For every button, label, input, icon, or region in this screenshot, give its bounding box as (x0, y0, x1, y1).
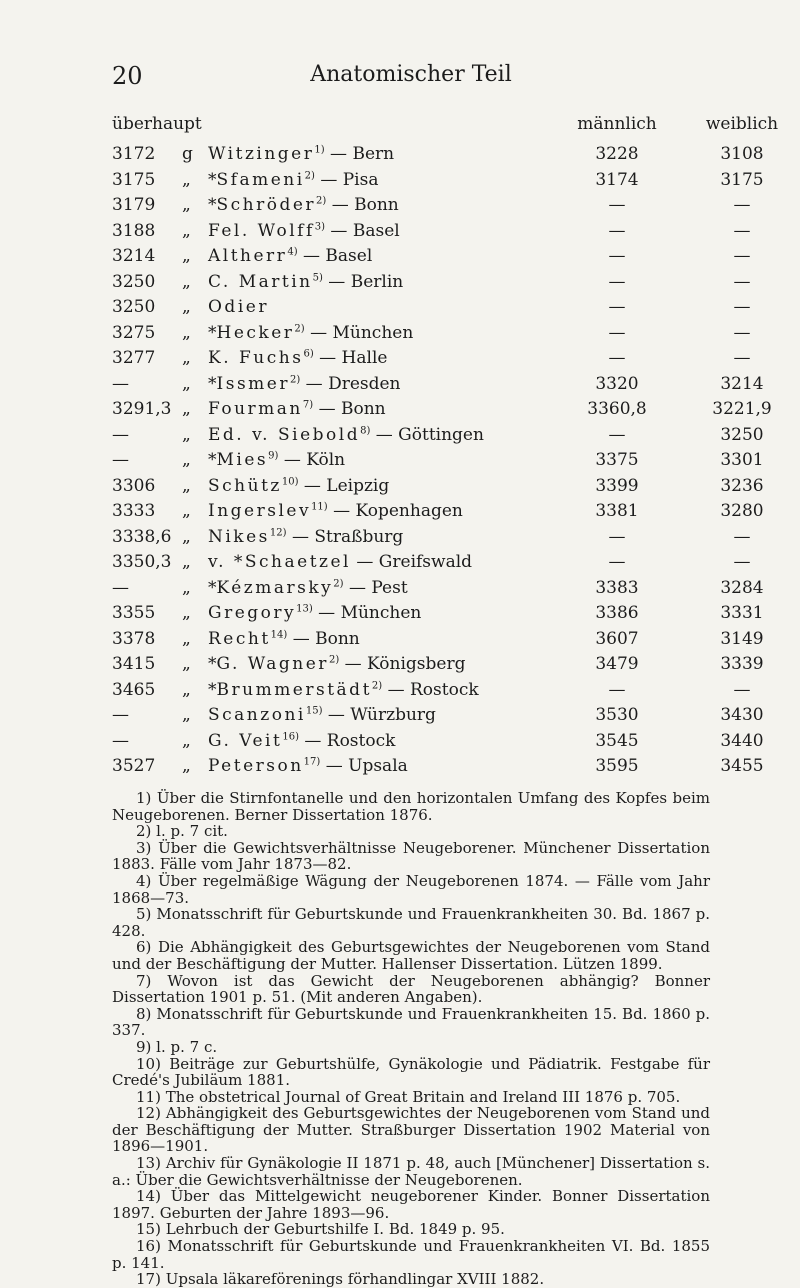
author-name: G. Veit (208, 730, 283, 751)
unit-mark: „ (182, 577, 191, 598)
city-name: — Straßburg (286, 526, 404, 547)
unit-mark: „ (182, 730, 191, 751)
author-name: Nikes (208, 526, 270, 547)
page-number: 20 (112, 62, 143, 90)
city-name: — Würzburg (322, 705, 436, 725)
footnote-ref: 9) (268, 450, 279, 462)
footnote-ref: 14) (270, 628, 288, 640)
footnote-ref: 11) (311, 501, 328, 513)
author-name: Altherr (208, 246, 288, 266)
male-weight: 3607 (595, 628, 639, 649)
male-weight: — (608, 297, 626, 317)
author-entry (208, 550, 472, 576)
overall-weight: 3415 (112, 654, 156, 674)
table-header (112, 114, 779, 142)
female-weight: — (733, 297, 751, 317)
male-weight: — (608, 271, 626, 292)
footnote: 6) Die Abhängigkeit des Geburtsgewichtes der Neugeborenen vom Stand und der Beschäftigung der Mutter. Hallenser Dissertation. Lützen 1899. (112, 938, 710, 973)
footnote: 1) Über die Stirnfontanelle und den horizontalen Umfang des Kopfes beim Neugeborenen. Berner Dissertation 1876. (112, 789, 710, 824)
overall-weight: 3275 (112, 322, 156, 343)
unit-mark: „ (182, 654, 191, 674)
unit-mark: „ (182, 679, 191, 700)
female-weight: — (733, 322, 751, 343)
footnote-ref: 6) (303, 348, 314, 360)
footnote-ref: 2) (328, 654, 340, 666)
city-name: — Rostock (382, 679, 479, 700)
footnote-ref: 17) (303, 756, 321, 768)
unit-mark: „ (182, 628, 191, 649)
footnote-ref-number: 3 (314, 220, 322, 232)
overall-weight: 3188 (112, 220, 156, 241)
overall-weight: 3338,6 (112, 526, 172, 547)
footnote: 12) Abhängigkeit des Geburtsgewichtes der Neugeborenen vom Stand und der Beschäftigung der Mutter. Straßburger Dissertation 1902 Material von 1896—1901. (112, 1104, 710, 1156)
female-weight: — (733, 271, 751, 292)
footnote-ref: 1) (314, 144, 325, 156)
footnote: 10) Beiträge zur Geburtshülfe, Gynäkologie und Pädiatrik. Festgabe für Credé's Jubiläum 1881. (112, 1054, 710, 1090)
author-entry (208, 474, 389, 500)
author-entry (208, 321, 413, 347)
author-name: v. *Schaetzel (208, 552, 351, 572)
table-row (112, 372, 764, 398)
overall-weight: 3350,3 (112, 552, 172, 572)
author-entry (208, 627, 360, 653)
city-name: — Pisa (314, 169, 379, 190)
female-weight: — (733, 246, 751, 266)
male-weight: 3381 (595, 501, 639, 521)
table-row (112, 448, 764, 474)
footnote-ref: 2) (371, 679, 383, 691)
overall-weight: — (112, 730, 129, 751)
asterisk-mark: * (208, 322, 217, 343)
overall-weight: 3172 (112, 144, 156, 164)
footnote-ref-number: 16 (282, 730, 296, 742)
footnote: 2) l. p. 7 cit. (136, 822, 228, 841)
author-name: Witzinger (208, 144, 315, 164)
male-weight: 3375 (595, 450, 639, 470)
male-weight: 3174 (595, 169, 639, 190)
male-weight: — (608, 348, 626, 368)
female-weight: — (733, 348, 751, 368)
city-name: — Berlin (322, 271, 404, 292)
female-weight: 3339 (720, 654, 764, 674)
header-female: weiblich (705, 114, 779, 134)
overall-weight: — (112, 450, 129, 470)
unit-mark: „ (182, 373, 191, 394)
footnote-ref-number: 2 (304, 169, 312, 181)
overall-weight: 3250 (112, 297, 156, 317)
author-entry (208, 142, 394, 168)
unit-mark: „ (182, 450, 191, 470)
unit-mark: „ (182, 526, 191, 547)
overall-weight: 3291,3 (112, 399, 172, 419)
page-header (112, 62, 710, 92)
author-name: Kézmarsky (216, 577, 334, 598)
footnote-ref: 12) (269, 526, 287, 538)
footnote-ref-number: 10 (281, 475, 295, 487)
city-name: — Halle (313, 348, 388, 368)
footnote: 5) Monatsschrift für Geburtskunde und Frauenkrankheiten 30. Bd. 1867 p. 428. (112, 905, 710, 940)
footnote-ref: 4) (287, 246, 298, 258)
author-entry (208, 168, 378, 194)
author-entry (208, 448, 345, 474)
city-name: — München (312, 603, 422, 623)
author-name: Schröder (216, 195, 317, 215)
table-row (112, 219, 751, 245)
overall-weight: — (112, 705, 129, 725)
author-name: Mies (216, 450, 269, 470)
author-entry (208, 423, 484, 449)
overall-weight: 3214 (112, 246, 156, 266)
footnote-ref-number: 2 (316, 195, 323, 207)
footnote: 17) Upsala läkareförenings förhandlingar XVIII 1882. (136, 1270, 545, 1288)
unit-mark: „ (182, 246, 191, 266)
female-weight: 3214 (720, 373, 764, 394)
asterisk-mark: * (208, 373, 217, 394)
city-name: — Bonn (313, 399, 386, 419)
table-row (112, 474, 764, 500)
male-weight: 3530 (595, 705, 639, 725)
author-entry (208, 397, 386, 423)
city-name: — Dresden (300, 373, 401, 394)
asterisk-mark: * (208, 679, 217, 700)
asterisk-mark: * (208, 450, 217, 470)
footnote: 14) Über das Mittelgewicht neugeborener Kinder. Bonner Dissertation 1897. Geburten der Jahre 1893—96. (112, 1187, 710, 1222)
author-entry (208, 525, 403, 551)
overall-weight: 3175 (112, 169, 156, 190)
table-row (112, 346, 751, 372)
asterisk-mark: * (208, 654, 217, 674)
unit-mark: „ (182, 475, 191, 496)
table-row (112, 601, 764, 627)
unit-mark: „ (182, 705, 191, 725)
male-weight: 3360,8 (587, 399, 647, 419)
footnote: 15) Lehrbuch der Geburtshilfe I. Bd. 1849 p. 95. (136, 1220, 505, 1239)
female-weight: 3250 (720, 424, 764, 445)
author-name: Issmer (216, 373, 290, 394)
footnote: 8) Monatsschrift für Geburtskunde und Frauenkrankheiten 15. Bd. 1860 p. 337. (112, 1004, 710, 1040)
male-weight: — (608, 246, 626, 266)
footnote-ref-number: 9 (268, 450, 275, 462)
table-body (112, 142, 772, 780)
author-entry (208, 193, 399, 219)
male-weight: — (608, 220, 626, 241)
overall-weight: 3179 (112, 195, 156, 215)
footnote-ref-number: 2 (289, 373, 297, 385)
asterisk-mark: * (208, 195, 217, 215)
table-row (112, 703, 764, 729)
male-weight: 3383 (595, 577, 639, 598)
male-weight: — (608, 322, 626, 343)
city-name: — Bonn (326, 195, 399, 215)
table-row (112, 499, 764, 525)
city-name: — Pest (343, 577, 408, 598)
table-row (112, 244, 751, 270)
author-name: K. Fuchs (208, 348, 304, 368)
table-row (112, 142, 764, 168)
city-name: — Basel (297, 246, 373, 266)
footnote-ref-number: 1 (314, 144, 321, 156)
author-name: Schütz (208, 475, 282, 496)
table-row (112, 295, 751, 321)
unit-mark: „ (182, 169, 191, 190)
footnote-ref-number: 8 (360, 424, 367, 436)
author-name: Peterson (208, 756, 304, 776)
footnote-ref-number: 14 (270, 628, 284, 640)
unit-mark: „ (182, 195, 191, 215)
city-name: — Upsala (320, 756, 408, 776)
footnote-ref-number: 15 (305, 705, 319, 717)
footnote-ref: 3) (314, 220, 326, 232)
table-row (112, 397, 772, 423)
author-name: Recht (208, 628, 271, 649)
male-weight: 3399 (595, 475, 639, 496)
overall-weight: 3465 (112, 679, 156, 700)
author-entry (208, 678, 479, 704)
overall-weight: — (112, 373, 129, 394)
footnote-ref: 2) (289, 373, 301, 385)
overall-weight: — (112, 424, 129, 445)
unit-mark: „ (182, 220, 191, 241)
footnote-ref-number: 11 (311, 501, 324, 513)
male-weight: 3479 (595, 654, 639, 674)
overall-weight: 3333 (112, 501, 156, 521)
footnote-ref: 2) (333, 577, 344, 589)
asterisk-mark: * (208, 577, 217, 598)
female-weight: 3331 (720, 603, 764, 623)
female-weight: 3149 (720, 628, 764, 649)
author-entry (208, 499, 463, 525)
female-weight: 3301 (720, 450, 764, 470)
female-weight: 3175 (720, 169, 764, 190)
male-weight: 3595 (595, 756, 639, 776)
table-row (112, 678, 751, 704)
unit-mark: „ (182, 271, 191, 292)
city-name: — Kopenhagen (327, 501, 463, 521)
table-row (112, 168, 764, 194)
footnote-ref-number: 2 (328, 654, 336, 666)
city-name: — Greifswald (351, 552, 473, 572)
running-title: Anatomischer Teil (310, 62, 512, 87)
footnote-ref: 2) (304, 169, 315, 181)
table-row (112, 754, 764, 780)
footnote-ref: 15) (305, 705, 323, 717)
female-weight: 3440 (720, 730, 764, 751)
footnote-ref-number: 2 (333, 577, 340, 589)
table-row (112, 321, 751, 347)
overall-weight: 3277 (112, 348, 156, 368)
footnote-ref: 2) (294, 322, 305, 334)
male-weight: 3228 (595, 144, 639, 164)
table-row (112, 550, 751, 576)
female-weight: — (733, 679, 751, 700)
city-name: — Göttingen (370, 424, 484, 445)
footnote-ref-number: 6 (303, 348, 310, 360)
asterisk-mark: * (208, 169, 217, 190)
table-row (112, 270, 751, 296)
female-weight: — (733, 552, 751, 572)
footnote: 3) Über die Gewichtsverhältnisse Neugeborener. Münchener Dissertation 1883. Fälle vom Jahr 1873—82. (112, 838, 710, 874)
table-row (112, 729, 764, 755)
author-entry (208, 219, 400, 245)
table-row (112, 652, 764, 678)
author-name: Scanzoni (208, 705, 306, 725)
table-row (112, 576, 764, 602)
male-weight: — (608, 424, 626, 445)
overall-weight: 3378 (112, 628, 156, 649)
footnote: 11) The obstetrical Journal of Great Britain and Ireland III 1876 p. 705. (136, 1087, 681, 1106)
unit-mark: g (182, 144, 193, 164)
author-entry (208, 270, 403, 296)
unit-mark: „ (182, 322, 191, 343)
city-name: — Köln (278, 450, 346, 470)
footnotes (112, 790, 710, 1288)
header-male: männlich (577, 114, 657, 134)
footnote-ref: 5) (312, 271, 323, 283)
overall-weight: 3527 (112, 756, 156, 776)
male-weight: 3320 (595, 373, 639, 394)
author-name: G. Wagner (216, 654, 329, 674)
author-entry (208, 244, 372, 270)
footnote-ref: 16) (282, 730, 299, 742)
footnote-ref-number: 7 (302, 399, 310, 411)
footnote-ref-number: 4 (287, 246, 294, 258)
overall-weight: 3306 (112, 475, 156, 496)
footnote-ref: 7) (302, 399, 314, 411)
author-entry (208, 729, 395, 755)
author-name: Ingerslev (208, 501, 312, 521)
city-name: — Bern (324, 144, 395, 164)
female-weight: — (733, 220, 751, 241)
female-weight: 3236 (720, 475, 764, 496)
author-name: C. Martin (208, 271, 313, 292)
overall-weight: 3250 (112, 271, 156, 292)
footnote: 7) Wovon ist das Gewicht der Neugeborenen abhängig? Bonner Dissertation 1901 p. 51. (Mit anderen Angaben). (112, 971, 710, 1007)
footnote: 13) Archiv für Gynäkologie II 1871 p. 48, auch [Münchener] Dissertation s. a.: Über die Gewichtsverhältnisse der Neugeborenen. (112, 1154, 710, 1189)
city-name: — Bonn (287, 628, 360, 649)
unit-mark: „ (182, 552, 191, 572)
author-entry (208, 372, 401, 398)
author-name: Gregory (208, 603, 297, 623)
unit-mark: „ (182, 297, 191, 317)
author-name: Fel. Wolff (208, 220, 315, 241)
unit-mark: „ (182, 603, 191, 623)
footnote: 16) Monatsschrift für Geburtskunde und Frauenkrankheiten VI. Bd. 1855 p. 141. (112, 1237, 710, 1272)
author-entry (208, 601, 421, 627)
overall-weight: — (112, 577, 129, 598)
author-entry (208, 295, 269, 321)
city-name: — Basel (325, 220, 400, 241)
female-weight: 3221,9 (712, 399, 772, 419)
female-weight: — (733, 526, 751, 547)
footnote-ref-number: 2 (294, 322, 301, 334)
footnote-ref-number: 5 (312, 271, 319, 283)
birth-weight-table (112, 114, 779, 780)
header-overall: überhaupt (112, 114, 202, 134)
overall-weight: 3355 (112, 603, 156, 623)
female-weight: 3455 (720, 756, 764, 776)
author-entry (208, 754, 408, 780)
city-name: — München (304, 322, 414, 343)
footnote-ref-number: 13 (296, 603, 309, 615)
footnote-ref: 13) (296, 603, 313, 615)
unit-mark: „ (182, 756, 191, 776)
author-name: Hecker (216, 322, 295, 343)
table-row (112, 423, 764, 449)
author-name: Brummerstädt (216, 679, 372, 700)
male-weight: 3545 (595, 730, 639, 751)
female-weight: — (733, 195, 751, 215)
city-name: — Rostock (298, 730, 396, 751)
city-name: — Leipzig (298, 475, 390, 496)
footnote-ref: 10) (281, 475, 299, 487)
footnote-ref-number: 17 (303, 756, 317, 768)
author-name: Odier (208, 297, 269, 317)
table-row (112, 193, 751, 219)
author-entry (208, 703, 436, 729)
male-weight: — (608, 552, 626, 572)
footnote-ref: 2) (316, 195, 327, 207)
footnote-ref: 8) (360, 424, 371, 436)
female-weight: 3280 (720, 501, 764, 521)
unit-mark: „ (182, 348, 191, 368)
table-row (112, 627, 764, 653)
unit-mark: „ (182, 501, 191, 521)
female-weight: 3430 (720, 705, 764, 725)
footnote-ref-number: 2 (371, 679, 379, 691)
footnote: 9) l. p. 7 c. (136, 1037, 218, 1056)
female-weight: 3108 (720, 144, 764, 164)
male-weight: — (608, 679, 626, 700)
city-name: — Königsberg (339, 654, 466, 674)
unit-mark: „ (182, 424, 191, 445)
male-weight: — (608, 195, 626, 215)
male-weight: — (608, 526, 626, 547)
author-entry (208, 576, 408, 602)
author-entry (208, 346, 387, 372)
author-entry (208, 652, 465, 678)
male-weight: 3386 (595, 603, 639, 623)
footnote-ref-number: 12 (269, 526, 283, 538)
author-name: Ed. v. Siebold (208, 424, 361, 445)
table-row (112, 525, 751, 551)
author-name: Sfameni (216, 169, 305, 190)
author-name: Fourman (208, 399, 303, 419)
female-weight: 3284 (720, 577, 764, 598)
unit-mark: „ (182, 399, 191, 419)
footnote: 4) Über regelmäßige Wägung der Neugeborenen 1874. — Fälle vom Jahr 1868—73. (112, 871, 710, 907)
